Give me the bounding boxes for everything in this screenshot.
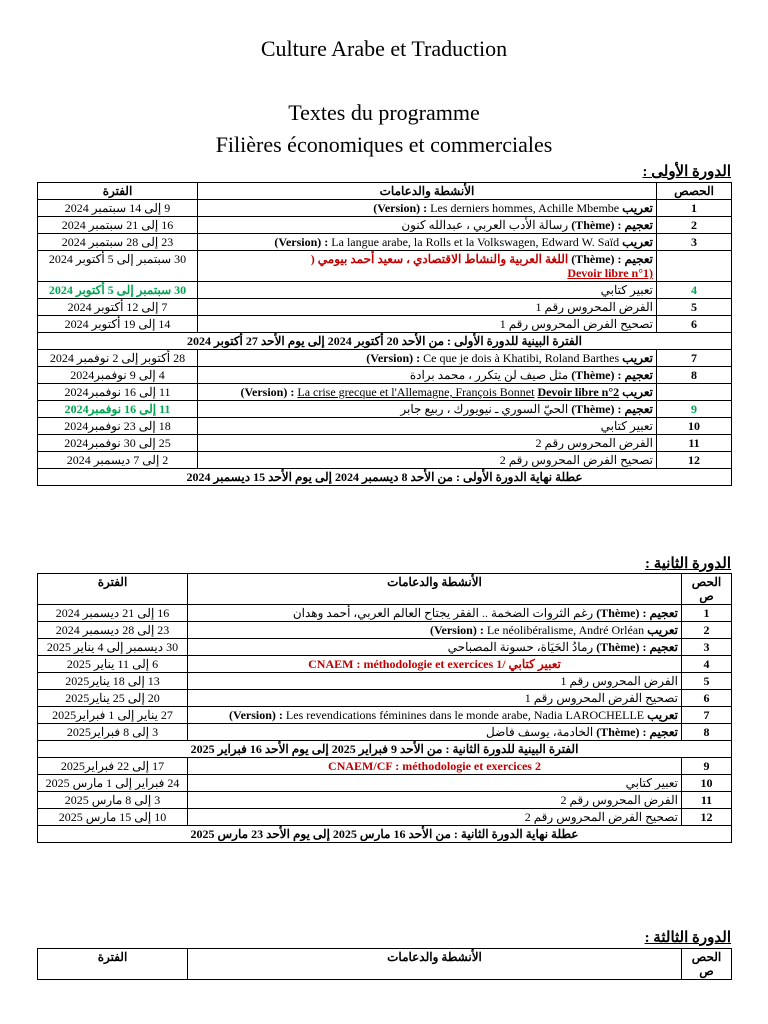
period-cell: 6 إلى 11 يناير 2025	[38, 656, 188, 673]
session-number: 4	[682, 656, 732, 673]
activity-cell: الفرض المحروس رقم 2	[188, 792, 682, 809]
session-number: 9	[682, 758, 732, 775]
session-number: 12	[657, 452, 732, 469]
period-cell: 20 إلى 25 يناير2025	[38, 690, 188, 707]
activity-cell: الفرض المحروس رقم 1	[198, 299, 657, 316]
period-cell: 28 أكتوبر إلى 2 نوفمبر 2024	[38, 350, 198, 367]
session-number: 10	[657, 418, 732, 435]
activity-cell: تصحيح الفرض المحروس رقم 1	[188, 690, 682, 707]
period-cell: 30 ديسمبر إلى 4 يناير 2025	[38, 639, 188, 656]
period-cell: 13 إلى 18 يناير2025	[38, 673, 188, 690]
table-row	[38, 435, 732, 452]
table-row	[38, 217, 732, 234]
session-number	[657, 251, 732, 282]
session-number: 2	[657, 217, 732, 234]
period-cell: 16 إلى 21 ديسمبر 2024	[38, 605, 188, 622]
column-header-period: الفترة	[38, 574, 188, 605]
column-header-activities: الأنشطة والدعامات	[188, 949, 682, 980]
table-row	[38, 724, 732, 741]
table-row-break	[38, 741, 732, 758]
activity-cell: تعبير كتابي	[198, 282, 657, 299]
period-cell: 23 إلى 28 ديسمبر 2024	[38, 622, 188, 639]
document-title: Culture Arabe et Traduction	[260, 36, 508, 61]
period-cell: 3 إلى 8 فبراير2025	[38, 724, 188, 741]
activity-cell: الفرض المحروس رقم 1	[188, 673, 682, 690]
break-notice: عطلة نهاية الدورة الثانية : من الأحد 16 مارس 2025 إلى يوم الأحد 23 مارس 2025	[38, 826, 732, 843]
activity-cell: تعبير كتابي /1 CNAEM : méthodologie et exercices	[188, 656, 682, 673]
semester1-heading: الدورة الأولى :	[642, 164, 731, 180]
table-row-break	[38, 826, 732, 843]
table-row	[38, 792, 732, 809]
session-number: 2	[682, 622, 732, 639]
table-row	[38, 809, 732, 826]
document-subtitle-filiere: Filières économiques et commerciales	[215, 132, 553, 157]
activity-cell: تصحيح الفرض المحروس رقم 2	[198, 452, 657, 469]
column-header-num: الحص ص	[682, 574, 732, 605]
column-header-activities: الأنشطة والدعامات	[188, 574, 682, 605]
session-number: 1	[682, 605, 732, 622]
period-cell: 25 إلى 30 نوفمبر2024	[38, 435, 198, 452]
table-row	[38, 707, 732, 724]
table-row	[38, 299, 732, 316]
session-number: 8	[657, 367, 732, 384]
session-number	[657, 384, 732, 401]
table-row	[38, 316, 732, 333]
break-notice: الفترة البينية للدورة الثانية : من الأحد 9 فبراير 2025 إلى يوم الأحد 16 فبراير 2025	[38, 741, 732, 758]
period-cell: 17 إلى 22 فبراير2025	[38, 758, 188, 775]
semester3-table	[37, 948, 732, 980]
activity-cell: تعجيم (Thème) : رسالة الأدب العربي ، عبدالله كنون	[198, 217, 657, 234]
activity-cell: تصحيح الفرض المحروس رقم 2	[188, 809, 682, 826]
table-header-row	[38, 949, 732, 980]
period-cell: 11 إلى 16 نوفمبر2024	[38, 401, 198, 418]
session-number: 9	[657, 401, 732, 418]
period-cell: 10 إلى 15 مارس 2025	[38, 809, 188, 826]
period-cell: 3 إلى 8 مارس 2025	[38, 792, 188, 809]
activity-cell: تعريب (Version) : Le néolibéralisme, André Orléan	[188, 622, 682, 639]
column-header-activities: الأنشطة والدعامات	[198, 183, 657, 200]
table-row	[38, 367, 732, 384]
activity-cell: تعجيم (Thème) : رمادُ الحَيَاة، حسونة المصباحي	[188, 639, 682, 656]
table-header-row	[38, 574, 732, 605]
semester2-heading: الدورة الثانية :	[644, 556, 731, 572]
session-number: 1	[657, 200, 732, 217]
activity-cell: تعريب (Version) : Les derniers hommes, Achille Mbembe	[198, 200, 657, 217]
semester3-heading: الدورة الثالثة :	[644, 930, 731, 946]
activity-cell: تعجيم (Thème) : اللغة العربية والنشاط الاقتصادي ، سعيد أحمد بيومي ( Devoir libre n°1)	[198, 251, 657, 282]
activity-cell: تعريب (Version) : Ce que je dois à Khatibi, Roland Barthes	[198, 350, 657, 367]
activity-cell: CNAEM/CF : méthodologie et exercices 2	[188, 758, 682, 775]
activity-cell: تصحيح الفرض المحروس رقم 1	[198, 316, 657, 333]
activity-cell: تعجيم (Thème) : الحيّ السوري ـ نيويورك ، ربيع جابر	[198, 401, 657, 418]
session-number: 12	[682, 809, 732, 826]
period-cell: 18 إلى 23 نوفمبر2024	[38, 418, 198, 435]
activity-cell: تعجيم (Thème) : الخادمة، يوسف فاضل	[188, 724, 682, 741]
table-row	[38, 622, 732, 639]
session-number: 3	[657, 234, 732, 251]
session-number: 10	[682, 775, 732, 792]
period-cell: 7 إلى 12 أكتوبر 2024	[38, 299, 198, 316]
activity-cell: تعبير كتابي	[198, 418, 657, 435]
session-number: 4	[657, 282, 732, 299]
table-row	[38, 401, 732, 418]
period-cell: 30 سبتمبر إلى 5 أكتوبر 2024	[38, 251, 198, 282]
activity-cell: تعجيم (Thème) : رغم الثروات الضخمة .. الفقر يجتاح العالم العربي، أحمد وهدان	[188, 605, 682, 622]
period-cell: 24 فبراير إلى 1 مارس 2025	[38, 775, 188, 792]
table-row	[38, 605, 732, 622]
table-row-break	[38, 469, 732, 486]
table-row	[38, 452, 732, 469]
period-cell: 14 إلى 19 أكتوبر 2024	[38, 316, 198, 333]
period-cell: 30 سبتمبر إلى 5 أكتوبر 2024	[38, 282, 198, 299]
session-number: 5	[657, 299, 732, 316]
activity-cell: تعبير كتابي	[188, 775, 682, 792]
table-row	[38, 282, 732, 299]
column-header-period: الفترة	[38, 949, 188, 980]
activity-cell: تعجيم (Thème) : مثل صيف لن يتكرر ، محمد برادة	[198, 367, 657, 384]
period-cell: 9 إلى 14 سبتمبر 2024	[38, 200, 198, 217]
table-row	[38, 251, 732, 282]
break-notice: الفترة البينية للدورة الأولى : من الأحد 20 أكتوبر 2024 إلى يوم الأحد 27 أكتوبر 2024	[38, 333, 732, 350]
period-cell: 4 إلى 9 نوفمبر2024	[38, 367, 198, 384]
table-header-row	[38, 183, 732, 200]
table-row	[38, 350, 732, 367]
period-cell: 23 إلى 28 سبتمبر 2024	[38, 234, 198, 251]
activity-cell: الفرض المحروس رقم 2	[198, 435, 657, 452]
semester1-table	[37, 182, 732, 486]
column-header-period: الفترة	[38, 183, 198, 200]
table-row-break	[38, 333, 732, 350]
document-subtitle: Textes du programme	[288, 100, 480, 125]
column-header-num: الحص ص	[682, 949, 732, 980]
session-number: 11	[657, 435, 732, 452]
session-number: 5	[682, 673, 732, 690]
table-row	[38, 775, 732, 792]
table-row	[38, 673, 732, 690]
session-number: 8	[682, 724, 732, 741]
activity-cell: تعريب (Version) : La crise grecque et l'Allemagne, François Bonnet Devoir libre n°2	[198, 384, 657, 401]
table-row	[38, 758, 732, 775]
period-cell: 27 يناير إلى 1 فبراير2025	[38, 707, 188, 724]
session-number: 11	[682, 792, 732, 809]
session-number: 7	[682, 707, 732, 724]
table-row	[38, 690, 732, 707]
table-row	[38, 384, 732, 401]
session-number: 7	[657, 350, 732, 367]
period-cell: 2 إلى 7 ديسمبر 2024	[38, 452, 198, 469]
table-row	[38, 234, 732, 251]
column-header-num: الحصص	[657, 183, 732, 200]
session-number: 3	[682, 639, 732, 656]
activity-cell: تعريب (Version) : Les revendications féminines dans le monde arabe, Nadia LAROCHELLE	[188, 707, 682, 724]
table-row	[38, 639, 732, 656]
table-row	[38, 418, 732, 435]
activity-cell: تعريب (Version) : La langue arabe, la Rolls et la Volkswagen, Edward W. Saïd	[198, 234, 657, 251]
session-number: 6	[657, 316, 732, 333]
table-row	[38, 200, 732, 217]
break-notice: عطلة نهاية الدورة الأولى : من الأحد 8 ديسمبر 2024 إلى يوم الأحد 15 ديسمبر 2024	[38, 469, 732, 486]
table-row	[38, 656, 732, 673]
period-cell: 16 إلى 21 سبتمبر 2024	[38, 217, 198, 234]
session-number: 6	[682, 690, 732, 707]
period-cell: 11 إلى 16 نوفمبر2024	[38, 384, 198, 401]
semester2-table	[37, 573, 732, 843]
